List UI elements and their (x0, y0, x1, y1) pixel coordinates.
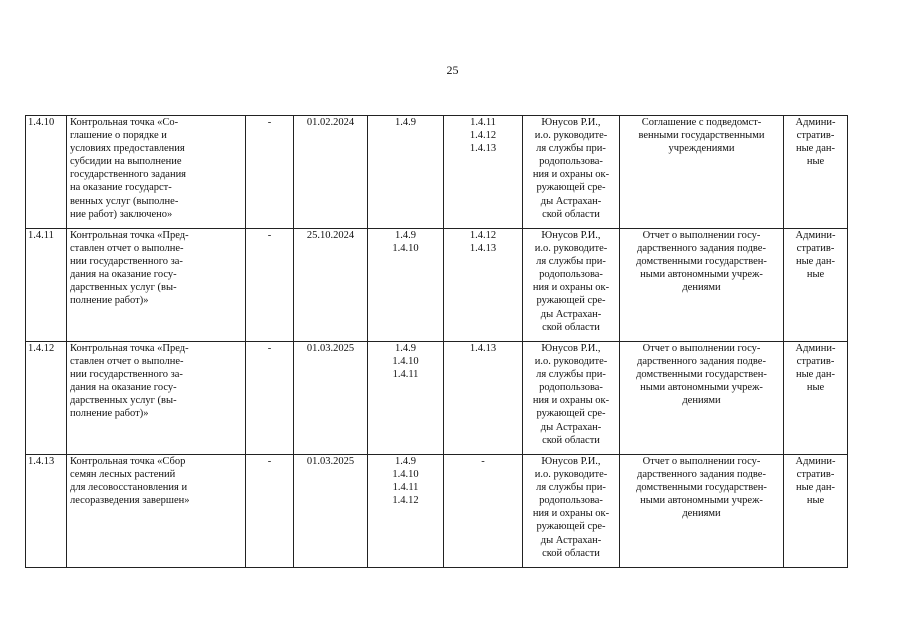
cell-document-line: дарственного задания подве- (637, 469, 766, 481)
cell-source-line: ные (806, 382, 825, 394)
cell-document-line: ными автономными учреж- (640, 495, 763, 507)
cell-code: 1.4.10 (26, 116, 67, 229)
cell-source-line: ные (806, 156, 825, 168)
cell-description-line: условиях предоставления (70, 143, 185, 155)
cell-responsible-line: ля службы при- (536, 256, 606, 268)
cell-description (67, 455, 246, 568)
cell-successors-line: 1.4.13 (469, 243, 497, 255)
cell-description-line: лесоразведения завершен» (70, 495, 190, 507)
cell-document-line: дарственного задания подве- (637, 356, 766, 368)
cell-date: 01.02.2024 (294, 116, 368, 229)
cell-source-line: ные дан- (795, 143, 836, 155)
control-points-table (25, 115, 848, 568)
cell-responsible-line: и.о. руководите- (534, 469, 608, 481)
cell-description-line: Контрольная точка «Сбор (70, 456, 186, 467)
cell-description-line: нии государственного за- (70, 256, 183, 268)
cell-source (784, 229, 848, 342)
cell-document-line: домственными государствен- (636, 256, 767, 268)
cell-predecessors-line: 1.4.11 (392, 482, 419, 494)
cell-responsible-line: ды Астрахан- (540, 308, 602, 320)
cell-predecessors-line: 1.4.10 (392, 243, 419, 255)
cell-predecessors-line: 1.4.10 (392, 356, 419, 368)
cell-document-line: Отчет о выполнении госу- (642, 343, 761, 354)
cell-description-line: полнение работ)» (70, 295, 149, 307)
cell-responsible-line: Юнусов Р.И., (541, 343, 601, 354)
cell-prior: - (246, 342, 294, 455)
cell-predecessors (368, 455, 444, 568)
cell-document-line: домственными государствен- (636, 482, 767, 494)
cell-code: 1.4.13 (26, 455, 67, 568)
table-row (26, 342, 848, 455)
table-row (26, 455, 848, 568)
cell-predecessors-line: 1.4.10 (392, 469, 419, 481)
cell-document-line: Отчет о выполнении госу- (642, 456, 761, 467)
cell-responsible-line: ния и охраны ок- (532, 395, 610, 407)
cell-responsible (523, 116, 620, 229)
cell-description-line: венных услуг (выполне- (70, 195, 179, 207)
cell-document-line: ными автономными учреж- (640, 382, 763, 394)
cell-source-line: Админи- (795, 343, 836, 354)
cell-description-line: Контрольная точка «Пред- (70, 343, 189, 354)
cell-description-line: на оказание государст- (70, 182, 172, 194)
cell-predecessors-line: 1.4.11 (392, 369, 419, 381)
cell-prior: - (246, 455, 294, 568)
cell-document-line: ными автономными учреж- (640, 269, 763, 281)
cell-responsible-line: ды Астрахан- (540, 534, 602, 546)
cell-description (67, 229, 246, 342)
cell-responsible-line: ды Астрахан- (540, 195, 602, 207)
cell-predecessors-line: 1.4.9 (395, 230, 416, 241)
cell-code: 1.4.12 (26, 342, 67, 455)
cell-description (67, 116, 246, 229)
cell-source-line: ные (806, 269, 825, 281)
cell-successors-line: - (481, 456, 485, 467)
cell-description-line: ставлен отчет о выполне- (70, 243, 184, 255)
cell-document-line: дениями (682, 395, 721, 407)
cell-successors-line: 1.4.13 (469, 143, 497, 155)
cell-source-line: стратив- (796, 243, 835, 255)
cell-description-line: Контрольная точка «Пред- (70, 230, 189, 241)
cell-responsible-line: и.о. руководите- (534, 130, 608, 142)
cell-responsible-line: ской области (542, 208, 600, 220)
cell-source-line: стратив- (796, 469, 835, 481)
cell-predecessors-line: 1.4.9 (395, 456, 416, 467)
cell-description-line: глашение о порядке и (70, 130, 167, 142)
cell-date: 01.03.2025 (294, 342, 368, 455)
cell-source-line: Админи- (795, 456, 836, 467)
cell-responsible-line: ружающей сре- (536, 182, 606, 194)
cell-responsible-line: Юнусов Р.И., (541, 456, 601, 467)
table-body (26, 116, 848, 568)
cell-description-line: субсидии на выполнение (70, 156, 182, 168)
cell-document-line: дениями (682, 508, 721, 520)
cell-responsible-line: родопользова- (539, 156, 603, 168)
cell-prior: - (246, 116, 294, 229)
cell-document (620, 342, 784, 455)
cell-description-line: нии государственного за- (70, 369, 183, 381)
cell-source (784, 455, 848, 568)
cell-date: 25.10.2024 (294, 229, 368, 342)
cell-responsible (523, 455, 620, 568)
cell-responsible-line: ля службы при- (536, 369, 606, 381)
cell-source-line: стратив- (796, 130, 835, 142)
cell-successors (444, 116, 523, 229)
cell-responsible-line: ружающей сре- (536, 408, 606, 420)
cell-document-line: Отчет о выполнении госу- (642, 230, 761, 241)
table-row (26, 229, 848, 342)
cell-description-line: дарственных услуг (вы- (70, 282, 177, 294)
cell-description-line: полнение работ)» (70, 408, 149, 420)
cell-successors (444, 342, 523, 455)
cell-description-line: дания на оказание госу- (70, 269, 177, 281)
cell-successors-line: 1.4.12 (469, 230, 497, 241)
cell-source (784, 342, 848, 455)
cell-source-line: стратив- (796, 356, 835, 368)
cell-responsible-line: родопользова- (539, 495, 603, 507)
cell-successors-line: 1.4.12 (469, 130, 497, 142)
cell-predecessors (368, 116, 444, 229)
cell-successors-line: 1.4.13 (469, 343, 497, 354)
cell-prior: - (246, 229, 294, 342)
cell-description (67, 342, 246, 455)
cell-predecessors (368, 342, 444, 455)
cell-responsible-line: ской области (542, 434, 600, 446)
cell-predecessors-line: 1.4.12 (392, 495, 419, 507)
cell-successors-line: 1.4.11 (470, 117, 496, 128)
cell-document-line: дарственного задания подве- (637, 243, 766, 255)
cell-responsible-line: ния и охраны ок- (532, 169, 610, 181)
cell-description-line: семян лесных растений (70, 469, 176, 481)
cell-responsible-line: ской области (542, 547, 600, 559)
cell-responsible-line: ния и охраны ок- (532, 508, 610, 520)
cell-code: 1.4.11 (26, 229, 67, 342)
cell-document (620, 116, 784, 229)
cell-responsible-line: родопользова- (539, 382, 603, 394)
cell-responsible-line: и.о. руководите- (534, 243, 608, 255)
cell-source-line: Админи- (795, 117, 836, 128)
cell-document (620, 455, 784, 568)
cell-responsible-line: ружающей сре- (536, 295, 606, 307)
cell-description-line: дарственных услуг (вы- (70, 395, 177, 407)
cell-source-line: ные дан- (795, 369, 836, 381)
cell-responsible-line: ля службы при- (536, 482, 606, 494)
cell-predecessors-line: 1.4.9 (395, 343, 416, 354)
cell-document-line: Соглашение с подведомст- (641, 117, 762, 128)
cell-description-line: ставлен отчет о выполне- (70, 356, 184, 368)
cell-document (620, 229, 784, 342)
cell-responsible-line: ния и охраны ок- (532, 282, 610, 294)
page-number: 25 (446, 63, 459, 77)
cell-responsible (523, 229, 620, 342)
cell-responsible-line: Юнусов Р.И., (541, 117, 601, 128)
cell-responsible-line: ля службы при- (536, 143, 606, 155)
cell-source-line: ные (806, 495, 825, 507)
cell-responsible-line: Юнусов Р.И., (541, 230, 601, 241)
cell-successors (444, 229, 523, 342)
cell-document-line: дениями (682, 282, 721, 294)
cell-responsible-line: ружающей сре- (536, 521, 606, 533)
cell-description-line: ние работ) заключено» (70, 208, 173, 220)
cell-responsible (523, 342, 620, 455)
cell-description-line: дания на оказание госу- (70, 382, 177, 394)
cell-document-line: учреждениями (668, 143, 735, 155)
cell-source-line: ные дан- (795, 256, 836, 268)
cell-date: 01.03.2025 (294, 455, 368, 568)
cell-successors (444, 455, 523, 568)
cell-source-line: Админи- (795, 230, 836, 241)
cell-predecessors-line: 1.4.9 (395, 117, 416, 128)
cell-predecessors (368, 229, 444, 342)
table-row (26, 116, 848, 229)
cell-responsible-line: ской области (542, 321, 600, 333)
cell-description-line: для лесовосстановления и (70, 482, 188, 494)
cell-document-line: домственными государствен- (636, 369, 767, 381)
cell-document-line: венными государственными (638, 130, 765, 142)
cell-description-line: Контрольная точка «Со- (70, 117, 179, 128)
cell-responsible-line: ды Астрахан- (540, 421, 602, 433)
cell-source (784, 116, 848, 229)
cell-responsible-line: и.о. руководите- (534, 356, 608, 368)
cell-description-line: государственного задания (70, 169, 187, 181)
cell-source-line: ные дан- (795, 482, 836, 494)
cell-responsible-line: родопользова- (539, 269, 603, 281)
